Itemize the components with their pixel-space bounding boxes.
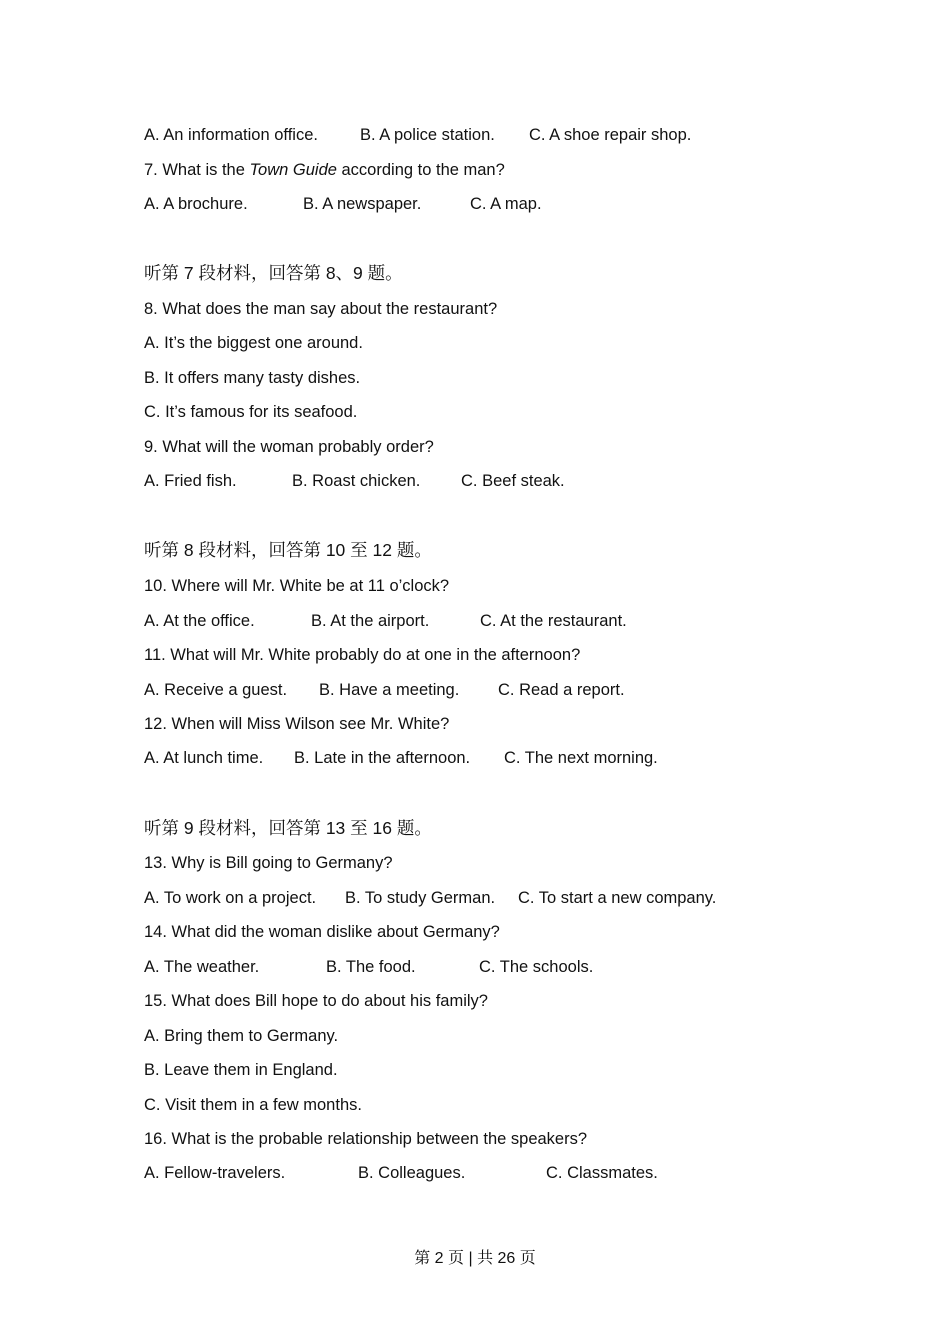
q9-question: 9. What will the woman probably order? xyxy=(144,438,434,456)
q7-option-b: B. A newspaper. xyxy=(303,195,422,213)
q8-option-b: B. It offers many tasty dishes. xyxy=(144,369,361,387)
q10-option-c: C. At the restaurant. xyxy=(480,612,627,630)
q6-option-b: B. A police station. xyxy=(360,126,495,144)
page-footer: 第 2 页 | 共 26 页 xyxy=(414,1250,536,1267)
q8-question: 8. What does the man say about the restaurant? xyxy=(144,300,498,318)
q12-option-a: A. At lunch time. xyxy=(144,749,264,767)
section-7-heading: 听第 7 段材料，回答第 8、9 题。 xyxy=(144,263,403,283)
q14-option-b: B. The food. xyxy=(326,958,416,976)
q16-question: 16. What is the probable relationship between the speakers? xyxy=(144,1130,588,1148)
q9-option-a: A. Fried fish. xyxy=(144,472,237,490)
q14-question: 14. What did the woman dislike about Germany? xyxy=(144,923,500,941)
q14-option-c: C. The schools. xyxy=(479,958,594,976)
q16-option-b: B. Colleagues. xyxy=(358,1164,466,1182)
q13-option-b: B. To study German. xyxy=(345,889,496,907)
q15-question: 15. What does Bill hope to do about his family? xyxy=(144,992,488,1010)
q14-option-a: A. The weather. xyxy=(144,958,260,976)
q16-option-a: A. Fellow-travelers. xyxy=(144,1164,286,1182)
q10-question: 10. Where will Mr. White be at 11 o’clock? xyxy=(144,577,450,595)
q7-post: according to the man? xyxy=(336,161,505,179)
q13-question: 13. Why is Bill going to Germany? xyxy=(144,854,393,872)
q11-option-c: C. Read a report. xyxy=(498,681,625,699)
q12-option-b: B. Late in the afternoon. xyxy=(294,749,471,767)
q9-option-b: B. Roast chicken. xyxy=(292,472,421,490)
q13-option-a: A. To work on a project. xyxy=(144,889,317,907)
q11-question: 11. What will Mr. White probably do at one in the afternoon? xyxy=(144,646,581,664)
q7-option-a: A. A brochure. xyxy=(144,195,248,213)
q8-option-c: C. It’s famous for its seafood. xyxy=(144,403,358,421)
q7-option-c: C. A map. xyxy=(470,195,542,213)
q11-option-a: A. Receive a guest. xyxy=(144,681,288,699)
q7-title: Town Guide xyxy=(249,161,337,179)
q7-pre: 7. What is the xyxy=(144,161,250,179)
q12-option-c: C. The next morning. xyxy=(504,749,658,767)
q7-question xyxy=(144,160,505,180)
q16-option-c: C. Classmates. xyxy=(546,1164,658,1182)
q12-question: 12. When will Miss Wilson see Mr. White? xyxy=(144,715,450,733)
q11-option-b: B. Have a meeting. xyxy=(319,681,460,699)
q13-option-c: C. To start a new company. xyxy=(518,889,717,907)
q15-option-a: A. Bring them to Germany. xyxy=(144,1027,339,1045)
q15-option-b: B. Leave them in England. xyxy=(144,1061,338,1079)
q6-option-a: A. An information office. xyxy=(144,126,318,144)
section-9-heading: 听第 9 段材料，回答第 13 至 16 题。 xyxy=(144,818,432,838)
q10-option-a: A. At the office. xyxy=(144,612,255,630)
section-8-heading: 听第 8 段材料，回答第 10 至 12 题。 xyxy=(144,540,432,560)
q10-option-b: B. At the airport. xyxy=(311,612,430,630)
q8-option-a: A. It’s the biggest one around. xyxy=(144,334,363,352)
q15-option-c: C. Visit them in a few months. xyxy=(144,1096,362,1114)
q6-option-c: C. A shoe repair shop. xyxy=(529,126,692,144)
q9-option-c: C. Beef steak. xyxy=(461,472,565,490)
